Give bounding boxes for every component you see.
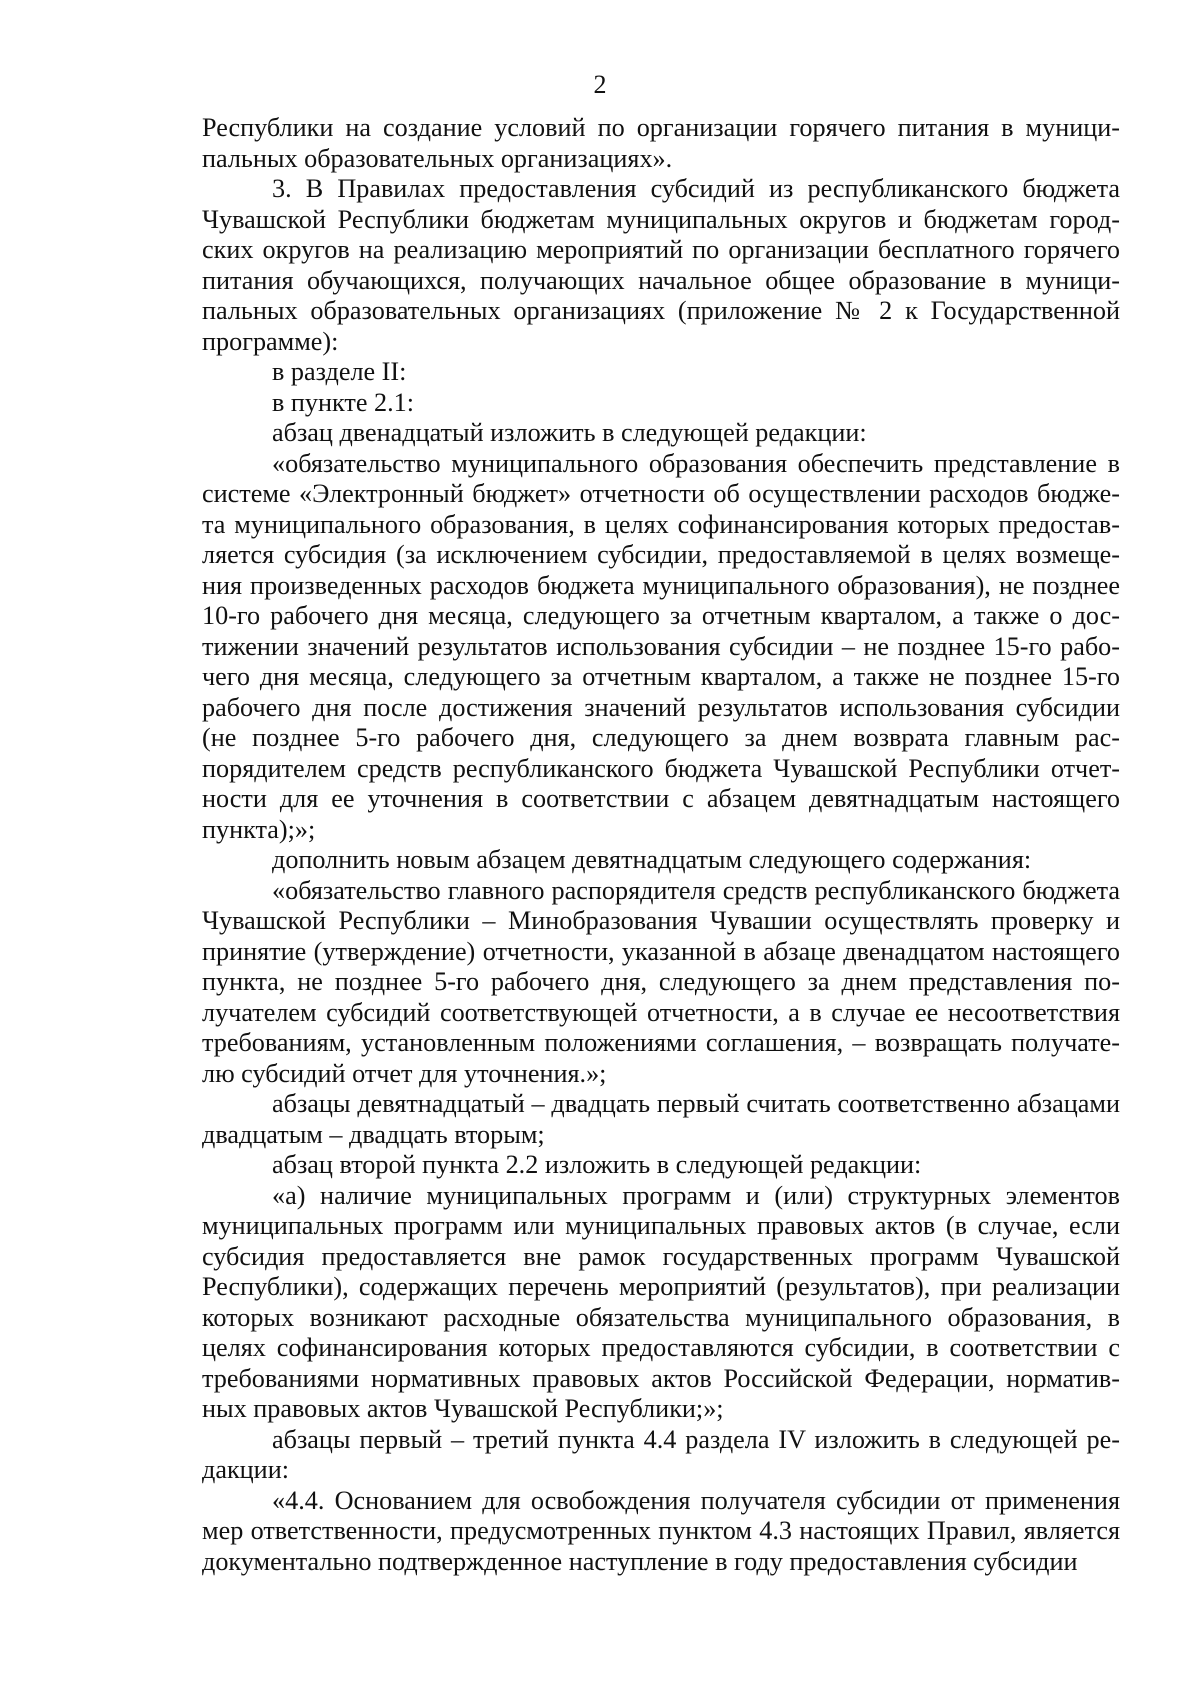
paragraph-twelfth-abzac-text: «обязательство муниципального образования обеспечить представление в системе «Электронный бюджет» отчетности об осуществлении расходов бюджета муниципального образования, в целях софинансирования которых предоставляется субсидия (за исключением субсидии, предоставляемой в целях возмещения произведенных расходов бюджета муниципального образования), не позднее 10-го рабочего дня месяца, следующего за отчетным кварталом, а также о достижении значений результатов использования субсидии – не позднее 15-го рабочего дня месяца, следующего за отчетным кварталом, а также не позднее 15-го рабочего дня после достижения значений результатов использования субсидии (не позднее 5-го рабочего дня, следующего за днем возврата главным распорядителем средств республиканского бюджета Чувашской Республики отчетности для ее уточнения в соответствии с абзацем девятнадцатым настоящего пункта);»;	[202, 448, 1120, 844]
paragraph-point-4-4-text: «4.4. Основанием для освобождения получателя субсидии от применения мер ответственности, предусмотренных пунктом 4.3 настоящих Правил, является документально подтвержденное наступление в году предоставления субсидии	[202, 1485, 1120, 1576]
paragraph-twelfth-abzac-instruction: абзац двенадцатый изложить в следующей редакции:	[272, 418, 867, 447]
paragraph-item-3: 3. В Правилах предоставления субсидий из республиканского бюджета Чувашской Республики бюджетам муниципальных округов и бюджетам городских округов на реализацию мероприятий по организации бесплатного горячего питания обучающихся, получающих начальное общее образование в муниципальных образовательных организациях (приложение № 2 к Государственной программе):	[202, 174, 1120, 356]
paragraph-nineteenth-abzac-text: «обязательство главного распорядителя средств республиканского бюджета Чувашской Республики – Минобразования Чувашии осуществлять проверку и принятие (утверждение) отчетности, указанной в абзаце двенадцатом настоящего пункта, не позднее 5-го рабочего дня, следующего за днем представления получателем субсидий соответствующей отчетности, а в случае ее несоответствия требованиям, установленным положениями соглашения, – возвращать получателю субсидий отчет для уточнения.»;	[202, 875, 1120, 1088]
paragraph-point-2-1: в пункте 2.1:	[272, 387, 415, 417]
paragraph-point-2-2-text: «а) наличие муниципальных программ и (или) структурных элементов муниципальных программ или муниципальных правовых актов (в случае, если субсидия предоставляется вне рамок государственных программ Чувашской Республики), содержащих перечень мероприятий (результатов), при реализации которых возникают расходные обязательства муниципального образования, в целях софинансирования которых предоставляются субсидии, в соответствии с требованиями нормативных правовых актов Российской Федерации, нормативных правовых актов Чувашской Республики;»;	[202, 1180, 1120, 1423]
document-body	[202, 113, 1120, 1577]
paragraph-add-nineteenth-instruction: дополнить новым абзацем девятнадцатым следующего содержания:	[272, 845, 1032, 874]
paragraph-continuation: Республики на создание условий по организации горячего питания в муниципальных образовательных организациях».	[202, 113, 1120, 173]
paragraph-section-ii: в разделе II:	[272, 357, 407, 386]
paragraph-renumbering: абзацы девятнадцатый – двадцать первый считать соответственно абзацами двадцатым – двадцать вторым;	[202, 1089, 1120, 1149]
page-number: 2	[593, 70, 607, 99]
paragraph-point-2-2-instruction: абзац второй пункта 2.2 изложить в следующей редакции:	[272, 1150, 922, 1179]
paragraph-point-4-4-instruction: абзацы первый – третий пункта 4.4 раздела IV изложить в следующей редакции:	[202, 1424, 1120, 1484]
